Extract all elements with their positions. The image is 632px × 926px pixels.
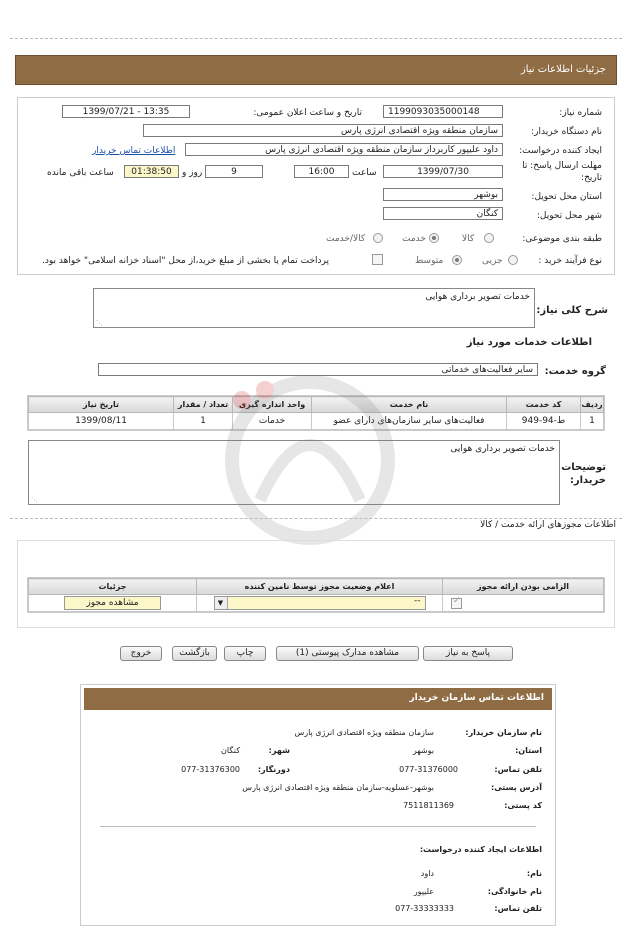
treasury-payment-checkbox[interactable] — [372, 254, 383, 265]
process-partial-label: جزیی — [482, 256, 503, 266]
page-title: جزئیات اطلاعات نیاز — [520, 64, 606, 75]
contact-fax-value: 077-31376300 — [181, 765, 240, 774]
deadline-label: مهلت ارسال پاسخ: تا — [522, 161, 602, 171]
treasury-payment-note: پرداخت تمام یا بخشی از مبلغ خرید،از محل "اسناد خزانه اسلامی" خواهد بود. — [42, 256, 330, 266]
chevron-down-icon: ▼ — [215, 597, 228, 609]
process-medium-radio[interactable] — [452, 255, 462, 265]
col-details: جزئیات — [29, 579, 197, 595]
deadline-date-field: 1399/07/30 — [383, 165, 503, 178]
creator-phone-label: تلفن تماس: — [494, 904, 542, 913]
category-label: طبقه بندی موضوعی: — [522, 234, 602, 244]
contact-fax-label: دورنگار: — [257, 765, 290, 774]
summary-text: خدمات تصویر برداری هوایی — [425, 292, 530, 302]
contact-city-value: کنگان — [221, 746, 240, 755]
contact-header — [84, 688, 552, 710]
cell-row: 1 — [581, 413, 604, 430]
days-label: روز و — [182, 168, 203, 178]
contact-address-label: آدرس پستی: — [491, 783, 542, 792]
process-medium-label: متوسط — [415, 256, 444, 266]
col-date: تاریخ نیاز — [29, 397, 174, 413]
announce-field: 1399/07/21 - 13:35 — [62, 105, 190, 118]
time-label: ساعت — [352, 168, 377, 178]
col-required: الزامی بودن ارائه مجوز — [443, 579, 604, 595]
category-both-label: کالا/خدمت — [326, 234, 366, 244]
contact-postal-value: 7511811369 — [403, 801, 454, 810]
contact-address-value: بوشهر-عسلویه-سازمان منطقه ویژه اقتصادی انرژی پارس — [242, 783, 434, 792]
category-service-radio[interactable] — [429, 233, 439, 243]
permits-divider — [10, 518, 622, 519]
summary-label: شرح کلی نیاز: — [536, 305, 608, 316]
cell-qty: 1 — [174, 413, 233, 430]
buyer-notes-text: خدمات تصویر برداری هوایی — [450, 444, 555, 454]
creator-name-value: داود — [420, 869, 434, 878]
contact-phone-label: تلفن تماس: — [494, 765, 542, 774]
province-label: استان محل تحویل: — [531, 192, 602, 202]
remaining-label: ساعت باقی مانده — [47, 168, 114, 178]
category-service-label: خدمت — [402, 234, 426, 244]
process-label: نوع فرآیند خرید : — [538, 256, 602, 266]
cell-code: ط-94-949 — [507, 413, 581, 430]
contact-org-value: سازمان منطقه ویژه اقتصادی انرژی پارس — [294, 728, 434, 737]
category-goods-radio[interactable] — [484, 233, 494, 243]
summary-textarea — [93, 288, 535, 328]
page-header — [15, 55, 617, 85]
cell-date: 1399/08/11 — [29, 413, 174, 430]
permit-status-value: -- — [414, 596, 421, 606]
col-code: کد خدمت — [507, 397, 581, 413]
buyer-label: نام دستگاه خریدار: — [531, 127, 602, 137]
buyer-contact-link[interactable]: اطلاعات تماس خریدار — [92, 146, 176, 156]
deadline-label-2: تاریخ: — [581, 173, 602, 183]
permits-title: اطلاعات مجوزهای ارائه خدمت / کالا — [480, 520, 616, 530]
resize-grip-icon: ⋰ — [96, 319, 103, 327]
creator-family-value: علیپور — [413, 887, 434, 896]
contact-org-label: نام سازمان خریدار: — [465, 728, 542, 737]
exit-button[interactable]: خروج — [120, 646, 162, 661]
reply-button[interactable]: پاسخ به نیاز — [423, 646, 513, 661]
remaining-time-field: 01:38:50 — [124, 165, 179, 178]
need-number-field: 1199093035000148 — [383, 105, 503, 118]
city-label: شهر محل تحویل: — [536, 211, 602, 221]
col-status: اعلام وضعیت مجوز توسط نامین کننده — [197, 579, 443, 595]
cell-name: فعالیت‌های سایر سازمان‌های دارای عضو — [312, 413, 507, 430]
permit-status-select[interactable] — [214, 596, 426, 610]
province-field: بوشهر — [383, 188, 503, 201]
contact-title: اطلاعات تماس سازمان خریدار — [409, 693, 544, 703]
process-partial-radio[interactable] — [508, 255, 518, 265]
need-number-label: شماره نیاز: — [559, 108, 602, 118]
creator-phone-value: 077-33333333 — [395, 904, 454, 913]
col-row: ردیف — [581, 397, 604, 413]
resize-grip-icon: ⋰ — [31, 496, 38, 504]
announce-label: تاریخ و ساعت اعلان عمومی: — [253, 108, 362, 118]
col-name: نام خدمت — [312, 397, 507, 413]
buyer-notes-label-2: خریدار: — [569, 475, 606, 486]
deadline-time-field: 16:00 — [294, 165, 349, 178]
cell-unit: خدمات — [233, 413, 312, 430]
top-divider — [10, 38, 622, 39]
creator-name-label: نام: — [526, 869, 542, 878]
back-button[interactable]: بازگشت — [172, 646, 217, 661]
creator-field: داود علیپور کاربرداز سازمان منطقه ویژه اقتصادی انرژی پارس — [185, 143, 503, 156]
permits-table — [28, 578, 604, 612]
watermark-logo — [170, 360, 450, 560]
creator-family-label: نام خانوادگی: — [487, 887, 542, 896]
contact-divider — [100, 826, 536, 827]
creator-label: ایجاد کننده درخواست: — [519, 146, 602, 156]
permits-table-wrapper — [27, 577, 605, 613]
check-icon: ✓ — [453, 595, 461, 606]
col-qty: تعداد / مقدار — [174, 397, 233, 413]
table-row — [29, 595, 604, 612]
days-field: 9 — [205, 165, 263, 178]
contact-province-value: بوشهر — [412, 746, 434, 755]
col-unit: واحد اندازه گیری — [233, 397, 312, 413]
buyer-notes-label-1: توضیحات — [561, 462, 606, 473]
city-field: کنگان — [383, 207, 503, 220]
category-goods-label: کالا — [462, 234, 475, 244]
buyer-field: سازمان منطقه ویژه اقتصادی انرژی پارس — [143, 124, 503, 137]
service-group-field: سایر فعالیت‌های خدماتی — [98, 363, 538, 376]
creator-info-title: اطلاعات ایجاد کننده درخواست: — [419, 845, 542, 854]
category-both-radio[interactable] — [373, 233, 383, 243]
contact-phone-value: 077-31376000 — [399, 765, 458, 774]
contact-panel — [80, 684, 556, 926]
contact-postal-label: کد پستی: — [504, 801, 542, 810]
print-button[interactable]: چاپ — [224, 646, 266, 661]
view-permit-button[interactable]: مشاهده مجوز — [64, 596, 161, 610]
contact-province-label: استان: — [515, 746, 542, 755]
service-group-label: گروه خدمت: — [544, 366, 606, 377]
contact-city-label: شهر: — [268, 746, 290, 755]
services-header: اطلاعات خدمات مورد نیاز — [466, 337, 592, 348]
permit-required-checkbox — [451, 595, 462, 609]
attachments-button[interactable]: مشاهده مدارک پیوستی (1) — [276, 646, 419, 661]
